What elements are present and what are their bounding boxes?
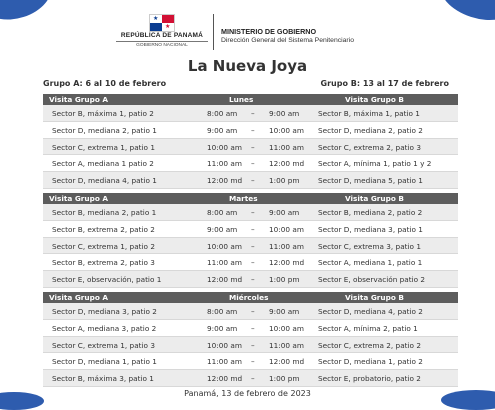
table-row bbox=[43, 238, 458, 255]
end-time: 12:00 md bbox=[269, 258, 305, 268]
grupo-b-sector: Sector A, mínima 2, patio 1 bbox=[318, 323, 418, 333]
grupo-b-sector: Sector D, mediana 2, patio 2 bbox=[318, 125, 423, 135]
start-time: 11:00 am bbox=[207, 258, 242, 268]
grupo-a-sector: Sector B, máxima 1, patio 2 bbox=[52, 109, 154, 118]
table-row bbox=[43, 105, 458, 122]
table-row bbox=[43, 337, 458, 354]
end-time: 1:00 pm bbox=[269, 275, 300, 285]
start-time: 12:00 md bbox=[207, 176, 243, 186]
time-dash: – bbox=[251, 340, 255, 350]
end-time: 12:00 md bbox=[269, 159, 305, 169]
start-time: 10:00 am bbox=[207, 142, 242, 152]
end-time: 1:00 pm bbox=[269, 374, 300, 384]
grupo-b-dates: Grupo B: 13 al 17 de febrero bbox=[320, 79, 449, 88]
time-dash: – bbox=[251, 142, 255, 152]
grupo-b-sector: Sector E, observación patio 2 bbox=[318, 275, 426, 285]
grupo-a-sector: Sector A, mediana 3, patio 2 bbox=[52, 323, 157, 333]
page-title: La Nueva Joya bbox=[187, 57, 308, 75]
time-dash: – bbox=[251, 374, 255, 384]
table-row bbox=[43, 204, 458, 221]
grupo-a-header: Visita Grupo A bbox=[49, 194, 109, 203]
time-dash: – bbox=[251, 176, 255, 186]
document-header bbox=[0, 14, 495, 52]
end-time: 10:00 am bbox=[269, 224, 304, 234]
grupo-b-sector: Sector D, mediana 5, patio 1 bbox=[318, 176, 423, 186]
table-row bbox=[43, 139, 458, 156]
day-header: Miércoles bbox=[229, 293, 269, 302]
time-dash: – bbox=[251, 307, 255, 316]
table-row bbox=[43, 172, 458, 189]
grupo-a-dates: Grupo A: 6 al 10 de febrero bbox=[43, 79, 167, 88]
schedule-section bbox=[43, 94, 458, 189]
start-time: 9:00 am bbox=[207, 224, 238, 234]
table-row bbox=[43, 303, 458, 320]
grupo-b-sector: Sector C, extrema 2, patio 3 bbox=[318, 142, 421, 152]
time-dash: – bbox=[251, 241, 255, 251]
ministerio-label: MINISTERIO DE GOBIERNO bbox=[221, 27, 317, 36]
section-header bbox=[43, 292, 458, 303]
grupo-b-sector: Sector D, mediana 4, patio 2 bbox=[318, 307, 423, 316]
time-dash: – bbox=[251, 323, 255, 333]
table-row bbox=[43, 155, 458, 172]
start-time: 12:00 md bbox=[207, 275, 243, 285]
grupo-a-sector: Sector D, mediana 3, patio 2 bbox=[52, 307, 157, 316]
table-row bbox=[43, 221, 458, 238]
end-time: 11:00 am bbox=[269, 241, 304, 251]
end-time: 11:00 am bbox=[269, 340, 304, 350]
grupo-b-sector: Sector A, mínima 1, patio 1 y 2 bbox=[318, 159, 432, 169]
end-time: 10:00 am bbox=[269, 323, 304, 333]
grupo-a-sector: Sector C, extrema 1, patio 1 bbox=[52, 142, 155, 152]
grupo-b-sector: Sector D, mediana 1, patio 2 bbox=[318, 357, 423, 367]
table-row bbox=[43, 353, 458, 370]
grupo-b-sector: Sector D, mediana 3, patio 1 bbox=[318, 224, 423, 234]
time-dash: – bbox=[251, 258, 255, 268]
day-header: Lunes bbox=[229, 95, 254, 104]
start-time: 8:00 am bbox=[207, 208, 238, 217]
time-dash: – bbox=[251, 357, 255, 367]
grupo-b-header: Visita Grupo B bbox=[345, 293, 404, 302]
table-row bbox=[43, 370, 458, 387]
table-row bbox=[43, 122, 458, 139]
table-row bbox=[43, 271, 458, 288]
end-time: 1:00 pm bbox=[269, 176, 300, 186]
grupo-b-sector: Sector C, extrema 2, patio 2 bbox=[318, 340, 421, 350]
time-dash: – bbox=[251, 159, 255, 169]
schedule-section bbox=[43, 193, 458, 288]
time-dash: – bbox=[251, 208, 255, 217]
footer-date: Panamá, 13 de febrero de 2023 bbox=[184, 389, 311, 398]
direccion-label: Dirección General del Sistema Penitenciario bbox=[221, 37, 354, 44]
start-time: 11:00 am bbox=[207, 159, 242, 169]
time-dash: – bbox=[251, 275, 255, 285]
start-time: 8:00 am bbox=[207, 109, 238, 118]
grupo-b-sector: Sector A, mediana 1, patio 1 bbox=[318, 258, 423, 268]
grupo-a-header: Visita Grupo A bbox=[49, 293, 109, 302]
time-dash: – bbox=[251, 125, 255, 135]
start-time: 11:00 am bbox=[207, 357, 242, 367]
grupo-a-sector: Sector D, mediana 1, patio 1 bbox=[52, 357, 157, 367]
schedule-section bbox=[43, 292, 458, 387]
grupo-b-sector: Sector B, mediana 2, patio 2 bbox=[318, 208, 423, 217]
start-time: 10:00 am bbox=[207, 241, 242, 251]
end-time: 9:00 am bbox=[269, 109, 300, 118]
gobierno-label: GOBIERNO NACIONAL bbox=[116, 41, 208, 48]
grupo-a-header: Visita Grupo A bbox=[49, 95, 109, 104]
start-time: 9:00 am bbox=[207, 125, 238, 135]
grupo-a-sector: Sector A, mediana 1 patio 2 bbox=[52, 159, 154, 169]
republica-label: REPÚBLICA DE PANAMÁ bbox=[120, 32, 204, 39]
time-dash: – bbox=[251, 224, 255, 234]
time-dash: – bbox=[251, 109, 255, 118]
grupo-a-sector: Sector C, extrema 1, patio 2 bbox=[52, 241, 155, 251]
header-divider bbox=[213, 14, 214, 50]
table-row bbox=[43, 320, 458, 337]
table-row bbox=[43, 254, 458, 271]
grupo-b-sector: Sector E, probatorio, patio 2 bbox=[318, 374, 421, 384]
end-time: 9:00 am bbox=[269, 307, 300, 316]
start-time: 9:00 am bbox=[207, 323, 238, 333]
grupo-a-sector: Sector C, extrema 1, patio 3 bbox=[52, 340, 155, 350]
grupo-a-sector: Sector D, mediana 2, patio 1 bbox=[52, 125, 157, 135]
section-header bbox=[43, 193, 458, 204]
end-time: 12:00 md bbox=[269, 357, 305, 367]
grupo-b-sector: Sector B, máxima 1, patio 1 bbox=[318, 109, 420, 118]
start-time: 10:00 am bbox=[207, 340, 242, 350]
grupo-b-header: Visita Grupo B bbox=[345, 194, 404, 203]
grupo-a-sector: Sector D, mediana 4, patio 1 bbox=[52, 176, 157, 186]
grupo-a-sector: Sector E, observación, patio 1 bbox=[52, 275, 162, 285]
end-time: 10:00 am bbox=[269, 125, 304, 135]
day-header: Martes bbox=[229, 194, 258, 203]
grupo-a-sector: Sector B, mediana 2, patio 1 bbox=[52, 208, 157, 217]
end-time: 9:00 am bbox=[269, 208, 300, 217]
grupo-a-sector: Sector B, máxima 3, patio 1 bbox=[52, 374, 154, 384]
end-time: 11:00 am bbox=[269, 142, 304, 152]
start-time: 8:00 am bbox=[207, 307, 238, 316]
start-time: 12:00 md bbox=[207, 374, 243, 384]
panama-flag-icon: ★ ★ bbox=[149, 14, 175, 32]
section-header bbox=[43, 94, 458, 105]
grupo-a-sector: Sector B, extrema 2, patio 2 bbox=[52, 224, 155, 234]
grupo-b-header: Visita Grupo B bbox=[345, 95, 404, 104]
grupo-b-sector: Sector C, extrema 3, patio 1 bbox=[318, 241, 421, 251]
grupo-a-sector: Sector B, extrema 2, patio 3 bbox=[52, 258, 155, 268]
